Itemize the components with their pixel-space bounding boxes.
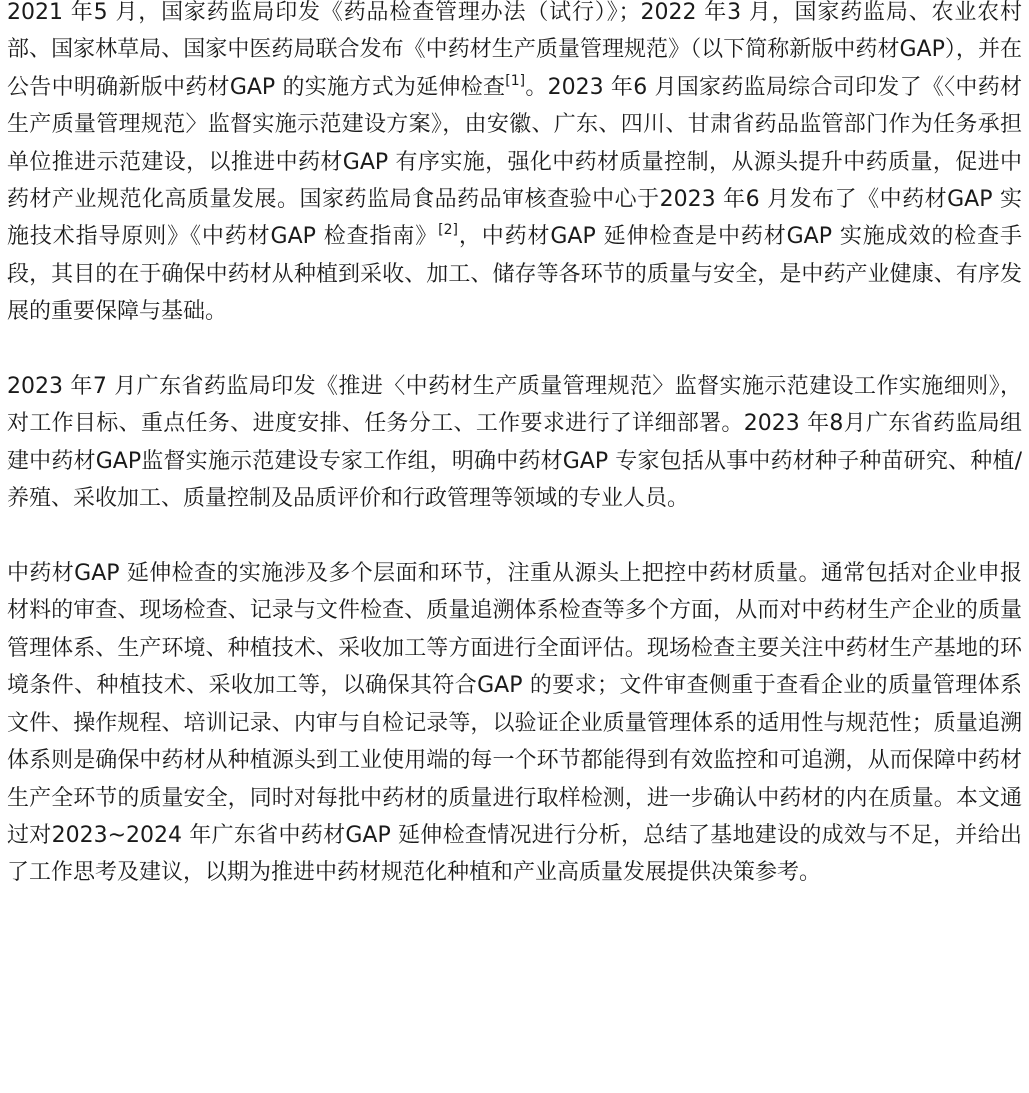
paragraph-1 <box>7 0 1022 331</box>
paragraph-2-text: 2023 年7 月广东省药监局印发《推进〈中药材生产质量管理规范〉监督实施示范建设工作实施细则》，对工作目标、重点任务、进度安排、任务分工、工作要求进行了详细部署。2023 年8月广东省药监局组建中药材GAP监督实施示范建设专家工作组，明确中药材GAP 专家包括从事中药材种子种苗研究、种植/ 养殖、采收加工、质量控制及品质评价和行政管理等领域的专业人员。 <box>7 374 1022 512</box>
citation-2[interactable]: [2] <box>438 222 458 239</box>
paragraph-2 <box>7 368 1022 518</box>
paragraph-1-text-a: 2021 年5 月，国家药监局印发《药品检查管理办法（试行）》；2022 年3 月，国家药监局、农业农村部、国家林草局、国家中医药局联合发布《中药材生产质量管理规范》（以下简称新版中药材GAP），并在公告中明确新版中药材GAP 的实施方式为延伸检查 <box>7 0 1022 100</box>
citation-1[interactable]: [1] <box>505 72 526 89</box>
paragraph-3-text: 中药材GAP 延伸检查的实施涉及多个层面和环节，注重从源头上把控中药材质量。通常包括对企业申报材料的审查、现场检查、记录与文件检查、质量追溯体系检查等多个方面，从而对中药材生产企业的质量管理体系、生产环境、种植技术、采收加工等方面进行全面评估。现场检查主要关注中药材生产基地的环境条件、种植技术、采收加工等，以确保其符合GAP 的要求；文件审查侧重于查看企业的质量管理体系文件、操作规程、培训记录、内审与自检记录等，以验证企业质量管理体系的适用性与规范性；质量追溯体系则是确保中药材从种植源头到工业使用端的每一个环节都能得到有效监控和可追溯，从而保障中药材生产全环节的质量安全，同时对每批中药材的质量进行取样检测，进一步确认中药材的内在质量。本文通过对2023~2024 年广东省中药材GAP 延伸检查情况进行分析，总结了基地建设的成效与不足，并给出了工作思考及建议，以期为推进中药材规范化种植和产业高质量发展提供决策参考。 <box>7 561 1022 886</box>
paragraph-3 <box>7 555 1022 892</box>
paragraph-spacer <box>7 331 1022 368</box>
paragraph-1-text-c: ，中药材GAP 延伸检查是中药材GAP 实施成效的检查手段，其目的在于确保中药材从种植到采收、加工、储存等各环节的质量与安全，是中药产业健康、有序发展的重要保障与基础。 <box>7 224 1023 325</box>
paragraph-spacer <box>7 518 1022 555</box>
paragraph-1-text-b: 。2023 年6 月国家药监局综合司印发了《〈中药材生产质量管理规范〉监督实施示范建设方案》，由安徽、广东、四川、甘肃省药品监管部门作为任务承担单位推进示范建设，以推进中药材GAP 有序实施，强化中药材质量控制，从源头提升中药质量，促进中药材产业规范化高质量发展。国家药监局食品药品审核查验中心于2023 年6 月发布了《中药材GAP 实施技术指导原则》《中药材GAP 检查指南》 <box>7 74 1022 250</box>
